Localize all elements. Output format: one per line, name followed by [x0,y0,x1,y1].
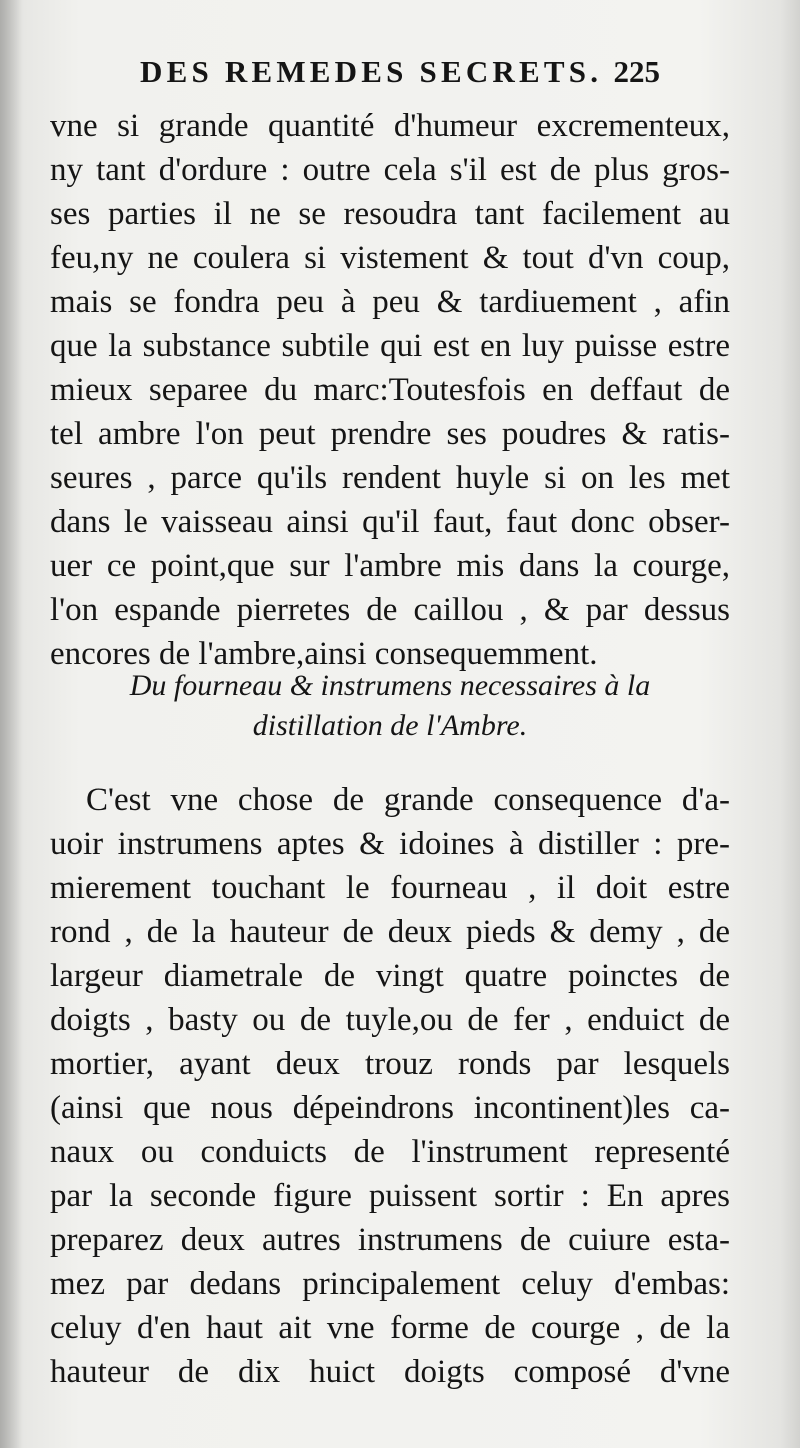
text-line: mais se fondra peu à peu & tardiuement , afin [50,284,730,320]
text-line: celuy d'en haut ait vne forme de courge , de la [50,1310,730,1346]
text-line: feu,ny ne coulera si vistement & tout d'vn coup, [50,240,730,276]
text-line: seures , parce qu'ils rendent huyle si on les met [50,460,730,496]
text-line: dans le vaisseau ainsi qu'il faut, faut donc obser- [50,504,730,540]
text-line: preparez deux autres instrumens de cuiure esta- [50,1222,730,1258]
text-line: ses parties il ne se resoudra tant facilement au [50,196,730,232]
page-number: 225 [613,54,660,89]
text-line: mierement touchant le fourneau , il doit estre [50,870,730,906]
section-heading-line: Du fourneau & instrumens necessaires à la [129,669,651,702]
text-line: tel ambre l'on peut prendre ses poudres & ratis- [50,416,730,452]
text-line: ny tant d'ordure : outre cela s'il est de plus gros- [50,152,730,188]
text-line: uer ce point,que sur l'ambre mis dans la courge, [50,548,730,584]
text-line: C'est vne chose de grande consequence d'a- [86,782,730,818]
text-line: mez par dedans principalement celuy d'embas: [50,1266,730,1302]
text-line: naux ou conduicts de l'instrument representé [50,1134,730,1170]
running-header [0,54,800,98]
text-line: mieux separee du marc:Toutesfois en deffaut de [50,372,730,408]
text-line: que la substance subtile qui est en luy puisse estre [50,328,730,364]
running-title: DES REMEDES SECRETS. [140,54,603,89]
text-line: largeur diametrale de vingt quatre poinctes de [50,958,730,994]
text-line: par la seconde figure puissent sortir : En apres [50,1178,730,1214]
text-line: mortier, ayant deux trouz ronds par lesquels [50,1046,730,1082]
text-line: l'on espande pierretes de caillou , & par dessus [50,592,730,628]
section-heading-line: distillation de l'Ambre. [252,709,528,742]
text-line: hauteur de dix huict doigts composé d'vne [50,1354,730,1390]
text-line: rond , de la hauteur de deux pieds & demy , de [50,914,730,950]
page-gutter-shadow [0,0,22,1448]
text-line: doigts , basty ou de tuyle,ou de fer , enduict de [50,1002,730,1038]
text-line: (ainsi que nous dépeindrons incontinent)les ca- [50,1090,730,1126]
text-line: uoir instrumens aptes & idoines à distiller : pre- [50,826,730,862]
text-line: vne si grande quantité d'humeur excrementeux, [50,108,730,144]
text-line: encores de l'ambre,ainsi consequemment. [50,636,598,672]
